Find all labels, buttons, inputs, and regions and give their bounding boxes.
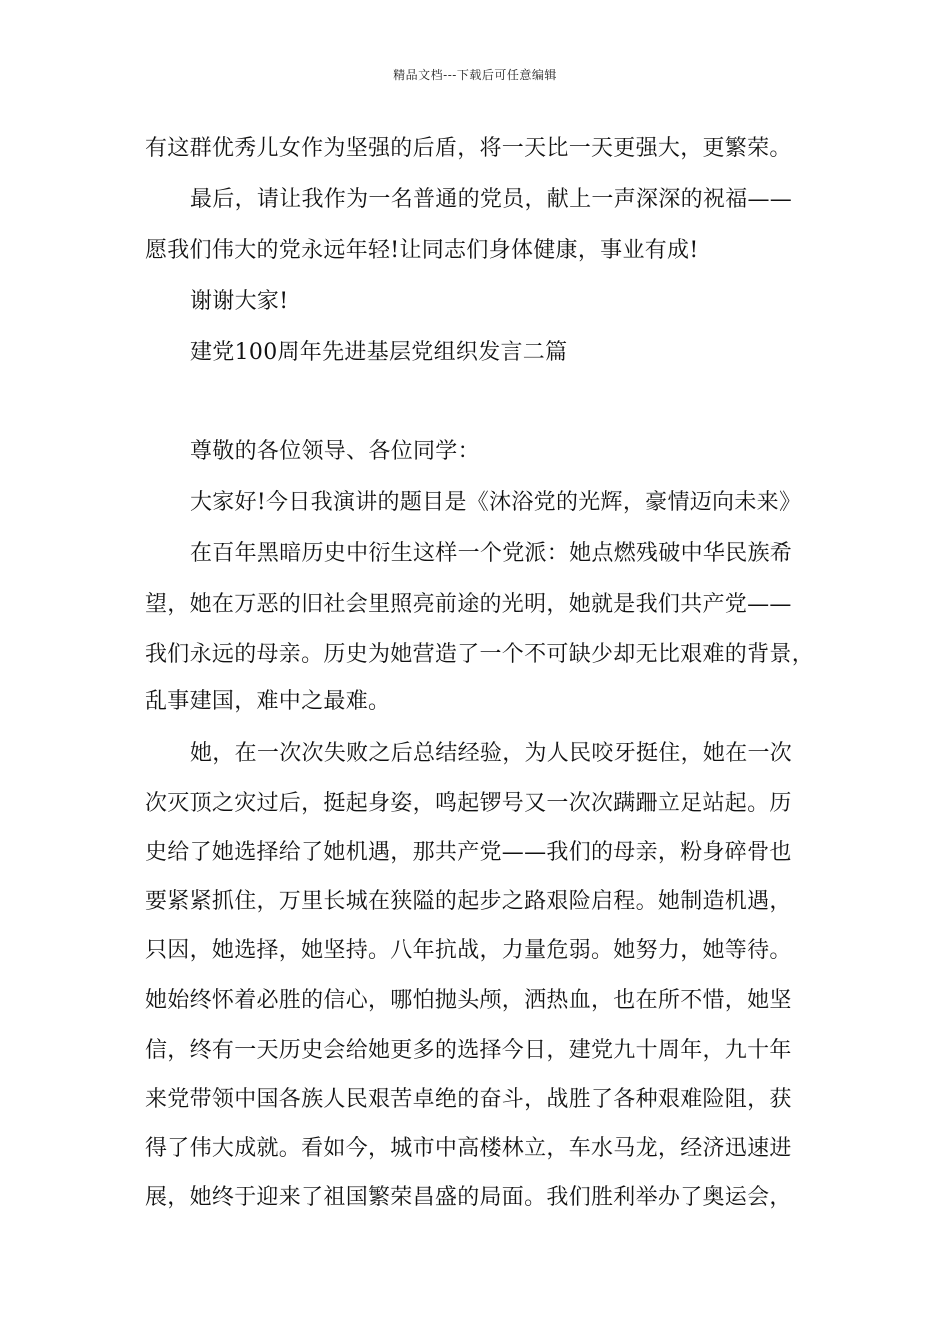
body-line: 史给了她选择给了她机遇，那共产党——我们的母亲，粉身碎骨也 [145, 840, 792, 865]
body-line: 来党带领中国各族人民艰苦卓绝的奋斗，战胜了各种艰难险阻，获 [145, 1087, 792, 1112]
body-line: 得了伟大成就。看如今，城市中高楼林立，车水马龙，经济迅速进 [145, 1136, 792, 1161]
body-line: 展，她终于迎来了祖国繁荣昌盛的局面。我们胜利举办了奥运会， [145, 1185, 792, 1210]
body-line: 乱事建国，难中之最难。 [145, 689, 391, 714]
body-line: 只因，她选择，她坚持。八年抗战，力量危弱。她努力，她等待。 [145, 938, 792, 963]
body-line: 有这群优秀儿女作为坚强的后盾，将一天比一天更强大，更繁荣。 [145, 136, 792, 161]
body-line: 她，在一次次失败之后总结经验，为人民咬牙挺住，她在一次 [190, 741, 793, 766]
salutation: 尊敬的各位领导、各位同学： [190, 439, 480, 464]
body-line: 望，她在万恶的旧社会里照亮前途的光明，她就是我们共产党—— [145, 592, 792, 617]
body-line: 愿我们伟大的党永远年轻!让同志们身体健康，事业有成! [145, 238, 699, 263]
body-line: 在百年黑暗历史中衍生这样一个党派：她点燃残破中华民族希 [190, 541, 793, 566]
section-title: 建党100周年先进基层党组织发言二篇 [190, 340, 568, 365]
page-header: 精品文档---下载后可任意编辑 [393, 68, 557, 82]
body-line: 大家好!今日我演讲的题目是《沐浴党的光辉，豪情迈向未来》 [190, 490, 802, 515]
body-line: 她始终怀着必胜的信心，哪怕抛头颅，洒热血，也在所不惜，她坚 [145, 988, 792, 1013]
body-line: 我们永远的母亲。历史为她营造了一个不可缺少却无比艰难的背景， [145, 642, 815, 667]
body-line: 要紧紧抓住，万里长城在狭隘的起步之路艰险启程。她制造机遇， [145, 889, 792, 914]
body-line: 信，终有一天历史会给她更多的选择今日，建党九十周年，九十年 [145, 1038, 792, 1063]
body-line: 最后，请让我作为一名普通的党员，献上一声深深的祝福—— [190, 187, 793, 212]
body-line: 谢谢大家! [190, 289, 289, 314]
body-line: 次灭顶之灾过后，挺起身姿，鸣起锣号又一次次蹒跚立足站起。历 [145, 791, 792, 816]
